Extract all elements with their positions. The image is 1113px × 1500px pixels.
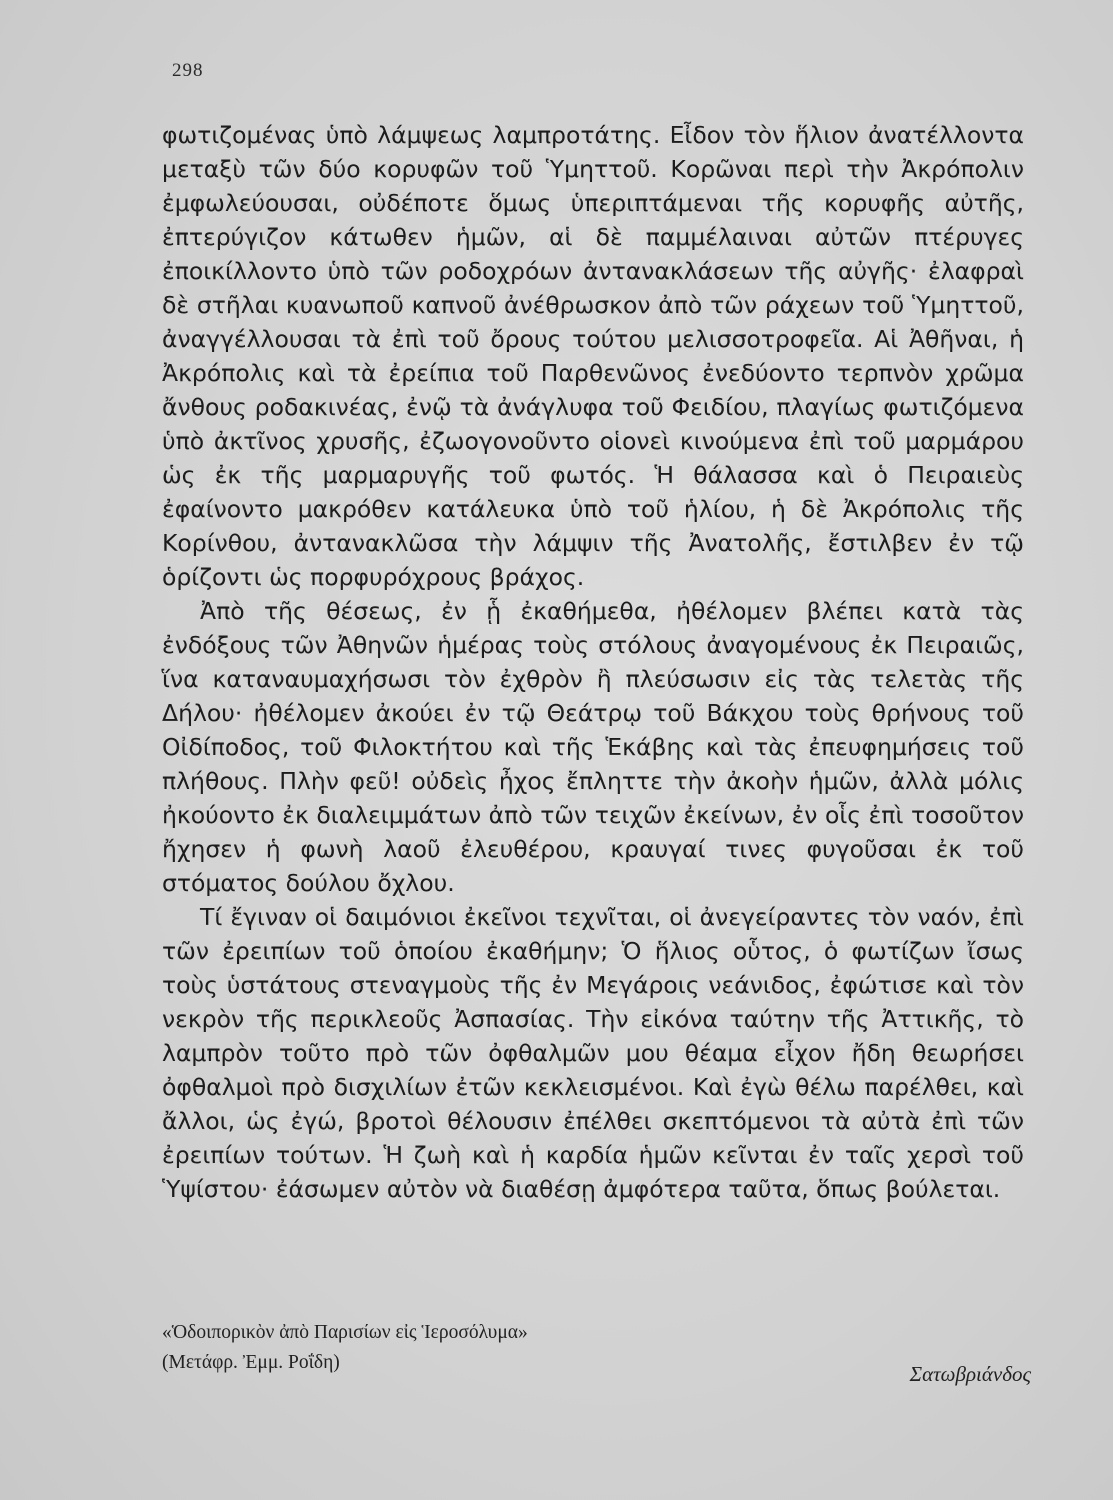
citation-translator: (Μετάφρ. Ἐμμ. Ροΐδη): [162, 1352, 340, 1373]
citation: [162, 1318, 528, 1378]
body-text: [162, 118, 1024, 1206]
paragraph-2: Ἀπὸ τῆς θέσεως, ἐν ᾗ ἐκαθήμεθα, ἠθέλομεν βλέπει κατὰ τὰς ἐνδόξους τῶν Ἀθηνῶν ἡμέρας τοὺς στόλους ἀναγομένους ἐκ Πειραιῶς, ἵνα καταναυμαχήσωσι τὸν ἐχθρὸν ἢ πλεύσωσιν εἰς τὰς τελετὰς τῆς Δήλου· ἠθέλομεν ἀκούει ἐν τῷ Θεάτρῳ τοῦ Βάκχου τοὺς θρήνους τοῦ Οἰδίποδος, τοῦ Φιλοκτήτου καὶ τῆς Ἑκάβης καὶ τὰς ἐπευφημήσεις τοῦ πλήθους. Πλὴν φεῦ! οὐδεὶς ἦχος ἔπληττε τὴν ἀκοὴν ἡμῶν, ἀλλὰ μόλις ἠκούοντο ἐκ διαλειμμάτων ἀπὸ τῶν τειχῶν ἐκείνων, ἐν οἷς ἐπὶ τοσοῦτον ἤχησεν ἡ φωνὴ λαοῦ ἐλευθέρου, κραυγαί τινες φυγοῦσαι ἐκ τοῦ στόματος δούλου ὄχλου.: [162, 597, 1024, 897]
author-name: Σατωβριάνδος: [909, 1362, 1031, 1386]
citation-source: «Ὁδοιπορικὸν ἀπὸ Παρισίων εἰς Ἱεροσόλυμα»: [162, 1322, 528, 1343]
paragraph-1: φωτιζομένας ὑπὸ λάμψεως λαμπροτάτης. Εἶδον τὸν ἥλιον ἀνατέλλοντα μεταξὺ τῶν δύο κορυφῶν τοῦ Ὑμηττοῦ. Κορῶναι περὶ τὴν Ἀκρόπολιν ἐμφωλεύουσαι, οὐδέποτε ὅμως ὑπεριπτάμεναι τῆς κορυφῆς αὐτῆς, ἐπτερύγιζον κάτωθεν ἡμῶν, αἱ δὲ παμμέλαιναι αὐτῶν πτέρυγες ἐποικίλλοντο ὑπὸ τῶν ροδοχρόων ἀντανακλάσεων τῆς αὐγῆς· ἐλαφραὶ δὲ στῆλαι κυανωποῦ καπνοῦ ἀνέθρωσκον ἀπὸ τῶν ράχεων τοῦ Ὑμηττοῦ, ἀναγγέλλουσαι τὰ ἐπὶ τοῦ ὄρους τούτου μελισσοτροφεῖα. Αἱ Ἀθῆναι, ἡ Ἀκρόπολις καὶ τὰ ἐρείπια τοῦ Παρθενῶνος ἐνεδύοντο τερπνὸν χρῶμα ἄνθους ροδακινέας, ἐνῷ τὰ ἀνάγλυφα τοῦ Φειδίου, πλαγίως φωτιζόμενα ὑπὸ ἀκτῖνος χρυσῆς, ἐζωογονοῦντο οἱονεὶ κινούμενα ἐπὶ τοῦ μαρμάρου ὡς ἐκ τῆς μαρμαρυγῆς τοῦ φωτός. Ἡ θάλασσα καὶ ὁ Πειραιεὺς ἐφαίνοντο μακρόθεν κατάλευκα ὑπὸ τοῦ ἡλίου, ἡ δὲ Ἀκρόπολις τῆς Κορίνθου, ἀντανακλῶσα τὴν λάμψιν τῆς Ἀνατολῆς, ἔστιλβεν ἐν τῷ ὁρίζοντι ὡς πορφυρόχρους βράχος.: [162, 121, 1024, 591]
page-number: 298: [172, 60, 204, 81]
paragraph-3: Τί ἔγιναν οἱ δαιμόνιοι ἐκεῖνοι τεχνῖται, οἱ ἀνεγείραντες τὸν ναόν, ἐπὶ τῶν ἐρειπίων τοῦ ὁποίου ἐκαθήμην; Ὁ ἥλιος οὗτος, ὁ φωτίζων ἴσως τοὺς ὑστάτους στεναγμοὺς τῆς ἐν Μεγάροις νεάνιδος, ἐφώτισε καὶ τὸν νεκρὸν τῆς περικλεοῦς Ἀσπασίας. Τὴν εἰκόνα ταύτην τῆς Ἀττικῆς, τὸ λαμπρὸν τοῦτο πρὸ τῶν ὀφθαλμῶν μου θέαμα εἶχον ἤδη θεωρήσει ὀφθαλμοὶ πρὸ δισχιλίων ἐτῶν κεκλεισμένοι. Καὶ ἐγὼ θέλω παρέλθει, καὶ ἄλλοι, ὡς ἐγώ, βροτοὶ θέλουσιν ἐπέλθει σκεπτόμενοι τὰ αὐτὰ ἐπὶ τῶν ἐρειπίων τούτων. Ἡ ζωὴ καὶ ἡ καρδία ἡμῶν κεῖνται ἐν ταῖς χερσὶ τοῦ Ὑψίστου· ἐάσωμεν αὐτὸν νὰ διαθέσῃ ἀμφότερα ταῦτα, ὅπως βούλεται.: [162, 903, 1024, 1203]
